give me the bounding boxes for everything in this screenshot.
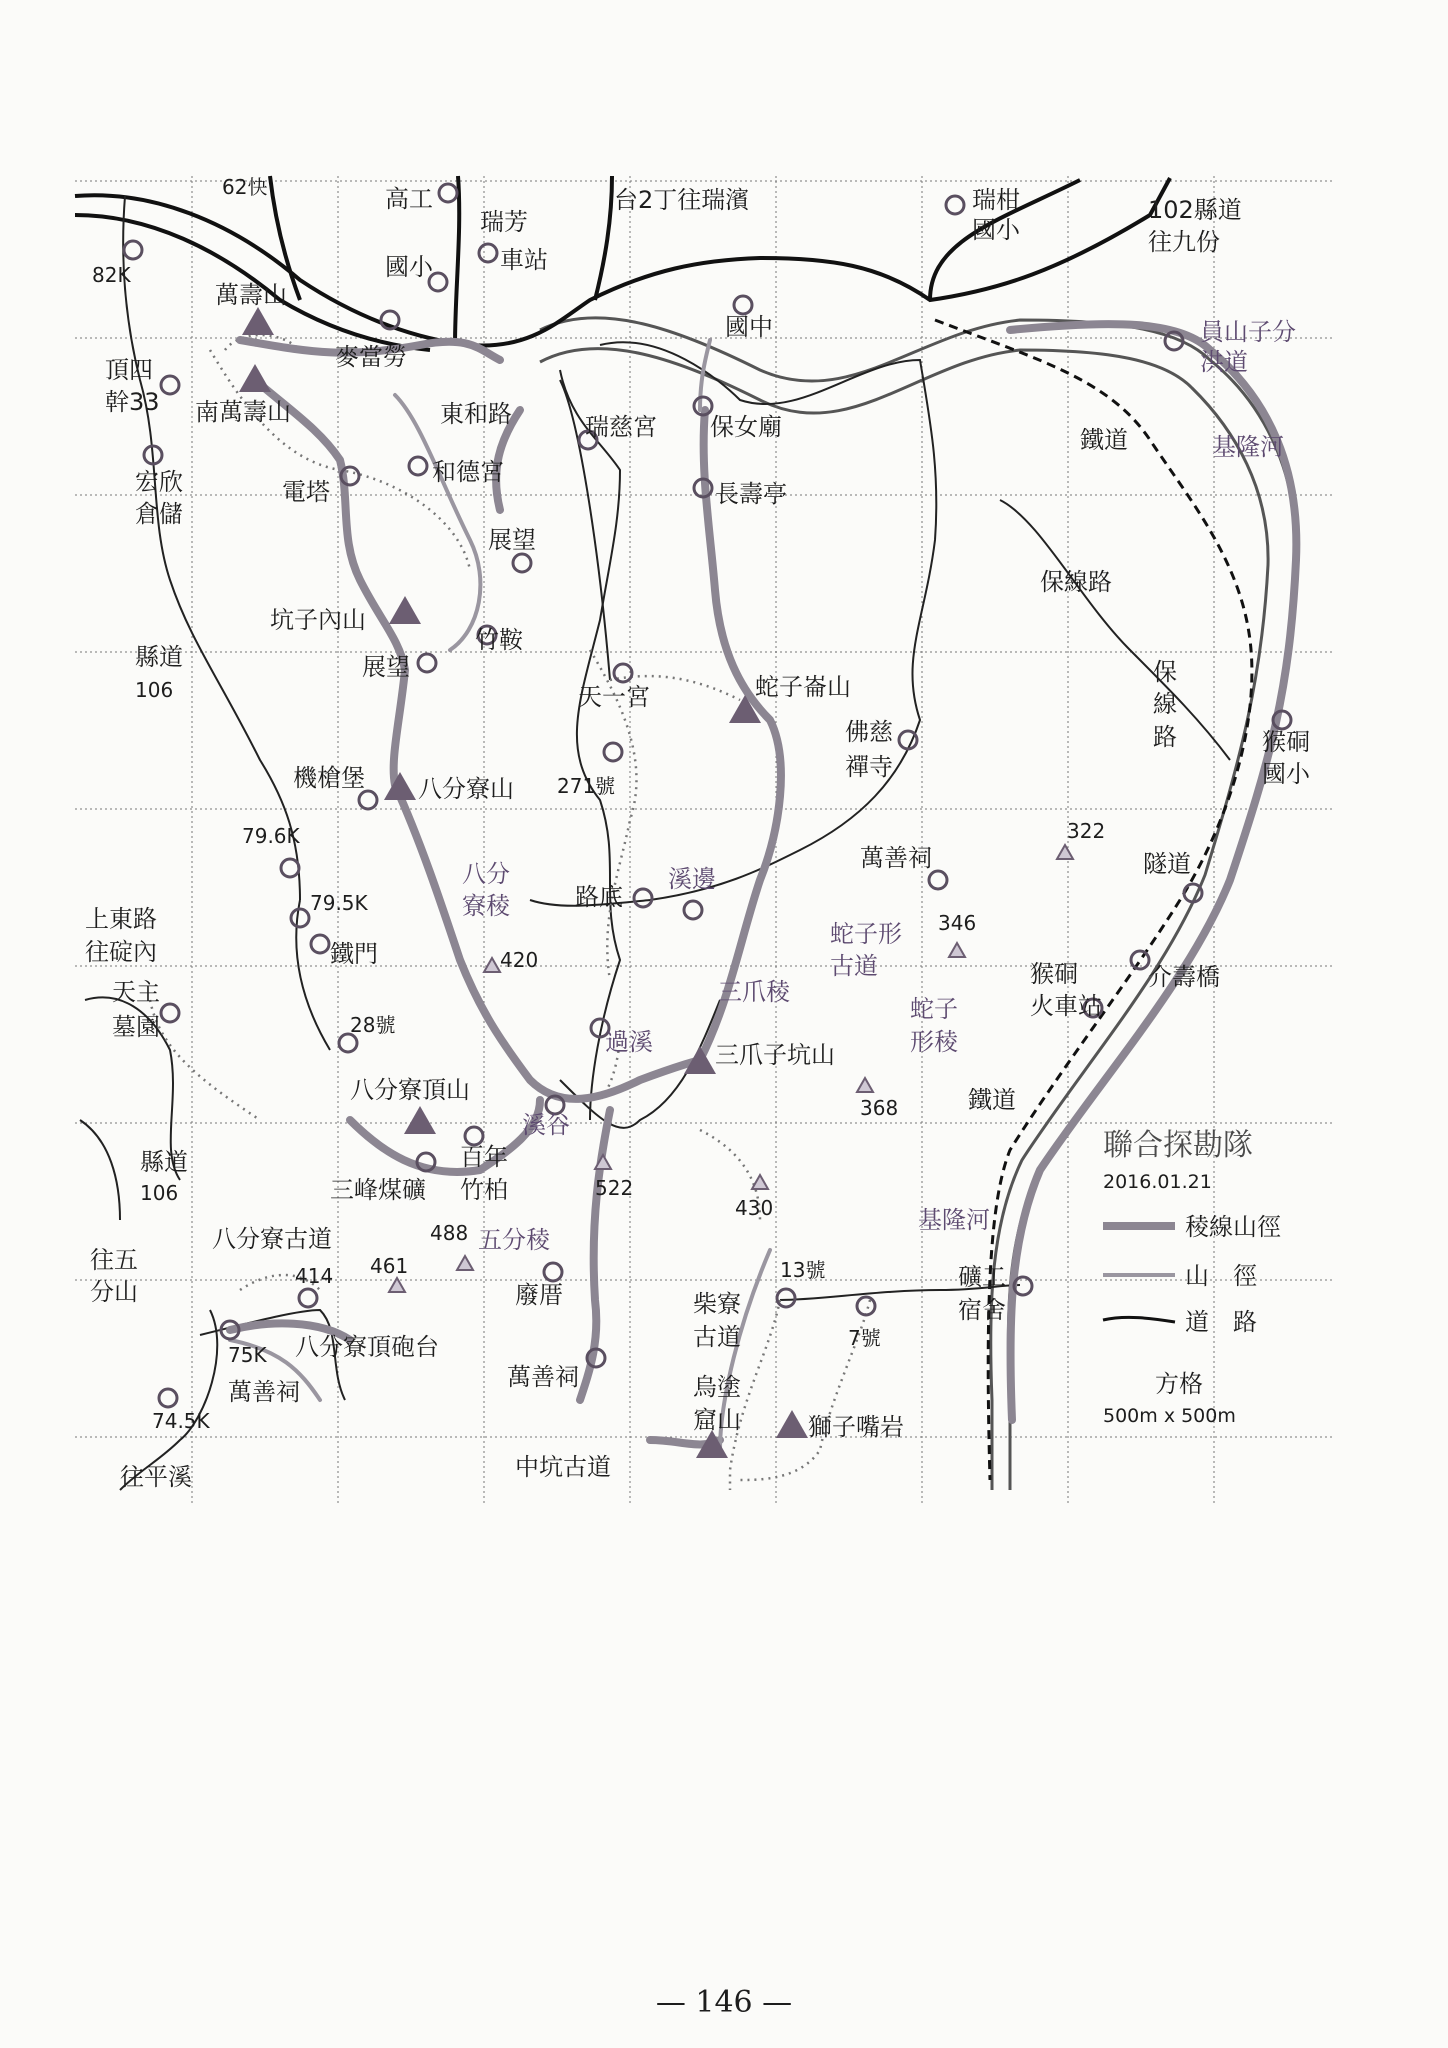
place-label: 幹33 <box>105 388 160 416</box>
place-label: 縣道 <box>135 643 183 671</box>
place-label: 車站 <box>500 246 548 274</box>
place-label: 天一宮 <box>578 683 650 711</box>
poi-icon <box>161 1004 179 1022</box>
peak-label: 萬壽山 <box>215 281 287 309</box>
place-label: 天主 <box>112 978 160 1006</box>
place-label: 102縣道 <box>1148 196 1242 224</box>
place-label: 八分寮頂砲台 <box>295 1333 439 1361</box>
place-label: 基隆河 <box>1212 433 1284 461</box>
place-label: 倉儲 <box>135 500 183 528</box>
poi-icon <box>418 654 436 672</box>
place-label: 員山子分 <box>1200 318 1296 346</box>
place-label: 基隆河 <box>918 1206 990 1234</box>
place-label: 上東路 <box>85 905 157 933</box>
place-label: 展望 <box>488 526 536 554</box>
place-label: 介壽橋 <box>1148 963 1220 991</box>
poi-icon <box>684 901 702 919</box>
place-label: 271號 <box>557 774 616 798</box>
poi-icon <box>124 241 142 259</box>
place-label: 保 <box>1153 658 1177 686</box>
place-label: 頂四 <box>105 356 153 384</box>
place-label: 往平溪 <box>120 1463 192 1491</box>
legend-road-swatch <box>1103 1317 1175 1322</box>
place-label: 79.6K <box>242 824 300 848</box>
poi-icon <box>291 909 309 927</box>
legend-grid-title: 方格 <box>1155 1370 1203 1398</box>
peak-label: 八分寮頂山 <box>350 1076 470 1104</box>
place-label: 國小 <box>385 253 433 281</box>
place-label: 麥當勞 <box>335 343 407 371</box>
river-keelung <box>540 318 1295 1490</box>
poi-icon <box>634 889 652 907</box>
place-label: 八分寮古道 <box>212 1225 332 1253</box>
place-label: 鐵道 <box>1080 426 1128 454</box>
place-label: 百年 <box>460 1143 508 1171</box>
place-label: 106 <box>135 678 174 702</box>
poi-icon <box>299 1289 317 1307</box>
legend-org: 聯合探勘隊 <box>1103 1128 1253 1163</box>
place-label: 分山 <box>90 1278 138 1306</box>
place-label: 82K <box>92 263 131 287</box>
place-label: 禪寺 <box>845 753 893 781</box>
poi-icon <box>159 1389 177 1407</box>
spot-height-label: 414 <box>295 1264 334 1288</box>
place-label: 東和路 <box>440 400 512 428</box>
dotted-paths <box>150 335 870 1490</box>
place-label: 溪邊 <box>668 865 716 893</box>
place-label: 7號 <box>848 1326 881 1350</box>
place-label: 竹柏 <box>460 1176 508 1204</box>
place-label: 洪道 <box>1200 348 1248 376</box>
place-label: 溪谷 <box>522 1111 570 1139</box>
place-label: 路底 <box>575 883 623 911</box>
poi-icon <box>604 743 622 761</box>
peak-label: 南萬壽山 <box>195 398 291 426</box>
poi-icon <box>899 731 917 749</box>
place-label: 柴寮 <box>693 1290 741 1318</box>
place-label: 路 <box>1153 723 1177 751</box>
spot-height-label: 322 <box>1067 819 1106 843</box>
place-label: 瑞芳 <box>480 208 528 236</box>
poi-icon <box>734 296 752 314</box>
place-label: 五分稜 <box>478 1226 550 1254</box>
place-label: 保女廟 <box>710 413 782 441</box>
place-label: 展望 <box>362 653 410 681</box>
place-label: 烏塗 <box>693 1373 741 1401</box>
place-label: 古道 <box>693 1323 741 1351</box>
place-label: 75K <box>228 1343 267 1367</box>
poi-icon <box>946 196 964 214</box>
peak-label: 蛇子崙山 <box>755 673 851 701</box>
place-label: 國小 <box>972 216 1020 244</box>
poi-icon <box>777 1289 795 1307</box>
place-label: 鐵門 <box>330 940 378 968</box>
legend <box>1103 1128 1281 1427</box>
legend-ridge-trail: 稜線山徑 <box>1185 1213 1281 1241</box>
poi-icon <box>359 791 377 809</box>
peak-label: 八分寮山 <box>418 775 514 803</box>
place-label: 往五 <box>90 1246 138 1274</box>
place-label: 寮稜 <box>462 892 510 920</box>
place-label: 宿舍 <box>958 1296 1006 1324</box>
place-label: 萬善祠 <box>228 1378 300 1406</box>
place-label: 宏欣 <box>135 468 183 496</box>
spot-height-label: 461 <box>370 1254 409 1278</box>
spot-height-icon <box>1057 845 1073 859</box>
legend-grid-size: 500m x 500m <box>1103 1405 1236 1427</box>
peak-icon <box>384 772 416 800</box>
spot-height-label: 346 <box>938 911 977 935</box>
peak-label: 獅子嘴岩 <box>808 1413 904 1441</box>
spot-height-label: 430 <box>735 1196 774 1220</box>
place-label: 和德宮 <box>432 458 504 486</box>
place-label: 國小 <box>1262 760 1310 788</box>
peak-label: 三爪子坑山 <box>715 1041 835 1069</box>
place-label: 國中 <box>725 313 773 341</box>
spot-height-label: 420 <box>500 948 539 972</box>
place-label: 鐵道 <box>968 1086 1016 1114</box>
legend-road: 道 路 <box>1185 1308 1257 1336</box>
peak-label: 坑子內山 <box>270 606 366 634</box>
place-label: 74.5K <box>152 1409 210 1433</box>
place-label: 過溪 <box>605 1028 653 1056</box>
place-label: 古道 <box>830 952 878 980</box>
place-label: 墓園 <box>112 1013 160 1041</box>
place-label: 竹鞍 <box>475 626 523 654</box>
place-label: 79.5K <box>310 891 368 915</box>
place-label: 中坑古道 <box>515 1453 611 1481</box>
page-number: — 146 — <box>655 1985 793 2020</box>
peak-icon <box>776 1410 808 1438</box>
place-label: 28號 <box>350 1013 396 1037</box>
place-label: 長壽亭 <box>715 480 787 508</box>
place-label: 萬善祠 <box>860 844 932 872</box>
peak-icon <box>239 364 271 392</box>
place-label: 線 <box>1153 690 1177 718</box>
poi-icon <box>311 935 329 953</box>
poi-icon <box>614 664 632 682</box>
place-label: 蛇子 <box>910 995 958 1023</box>
poi-icon <box>857 1297 875 1315</box>
place-label: 縣道 <box>140 1148 188 1176</box>
peak-icon <box>242 307 274 335</box>
peak-icon <box>389 596 421 624</box>
legend-date: 2016.01.21 <box>1103 1171 1212 1193</box>
place-label: 保線路 <box>1040 568 1112 596</box>
place-label: 電塔 <box>282 478 330 506</box>
place-label: 佛慈 <box>845 718 893 746</box>
peak-icon <box>404 1106 436 1134</box>
poi-icon <box>929 871 947 889</box>
spot-height-icon <box>949 943 965 957</box>
poi-icon <box>513 554 531 572</box>
place-label: 窟山 <box>693 1406 741 1434</box>
place-label: 猴硐 <box>1030 960 1078 988</box>
place-label: 台2丁往瑞濱 <box>614 186 750 214</box>
poi-icon <box>409 457 427 475</box>
poi-icon <box>439 184 457 202</box>
spot-height-icon <box>857 1078 873 1092</box>
place-label: 火車站 <box>1030 992 1102 1020</box>
spot-height-icon <box>457 1256 473 1270</box>
place-label: 形稜 <box>910 1028 958 1056</box>
place-label: 高工 <box>385 185 433 213</box>
poi-icon <box>161 376 179 394</box>
spot-height-icon <box>484 958 500 972</box>
place-label: 瑞柑 <box>972 186 1020 214</box>
place-label: 瑞慈宮 <box>585 413 657 441</box>
place-label: 三峰煤礦 <box>330 1176 426 1204</box>
place-label: 往碇內 <box>85 938 157 966</box>
place-label: 106 <box>140 1181 179 1205</box>
poi-icon <box>281 859 299 877</box>
place-label: 猴硐 <box>1262 728 1310 756</box>
place-label: 八分 <box>462 860 510 888</box>
spot-height-label: 488 <box>430 1221 469 1245</box>
place-label: 62快 <box>222 175 268 199</box>
spot-height-icon <box>752 1175 768 1189</box>
place-label: 蛇子形 <box>830 920 902 948</box>
spot-height-label: 522 <box>595 1176 634 1200</box>
poi-icon <box>544 1263 562 1281</box>
poi-icon <box>479 244 497 262</box>
place-label: 往九份 <box>1148 228 1220 256</box>
place-label: 13號 <box>780 1258 826 1282</box>
place-label: 廢厝 <box>515 1281 563 1309</box>
place-label: 萬善祠 <box>507 1363 579 1391</box>
place-label: 礦工 <box>958 1263 1006 1291</box>
legend-trail: 山 徑 <box>1185 1262 1257 1290</box>
spot-height-label: 368 <box>860 1096 899 1120</box>
place-label: 隧道 <box>1143 850 1191 878</box>
place-label: 三爪稜 <box>718 978 790 1006</box>
place-label: 機槍堡 <box>293 764 365 792</box>
